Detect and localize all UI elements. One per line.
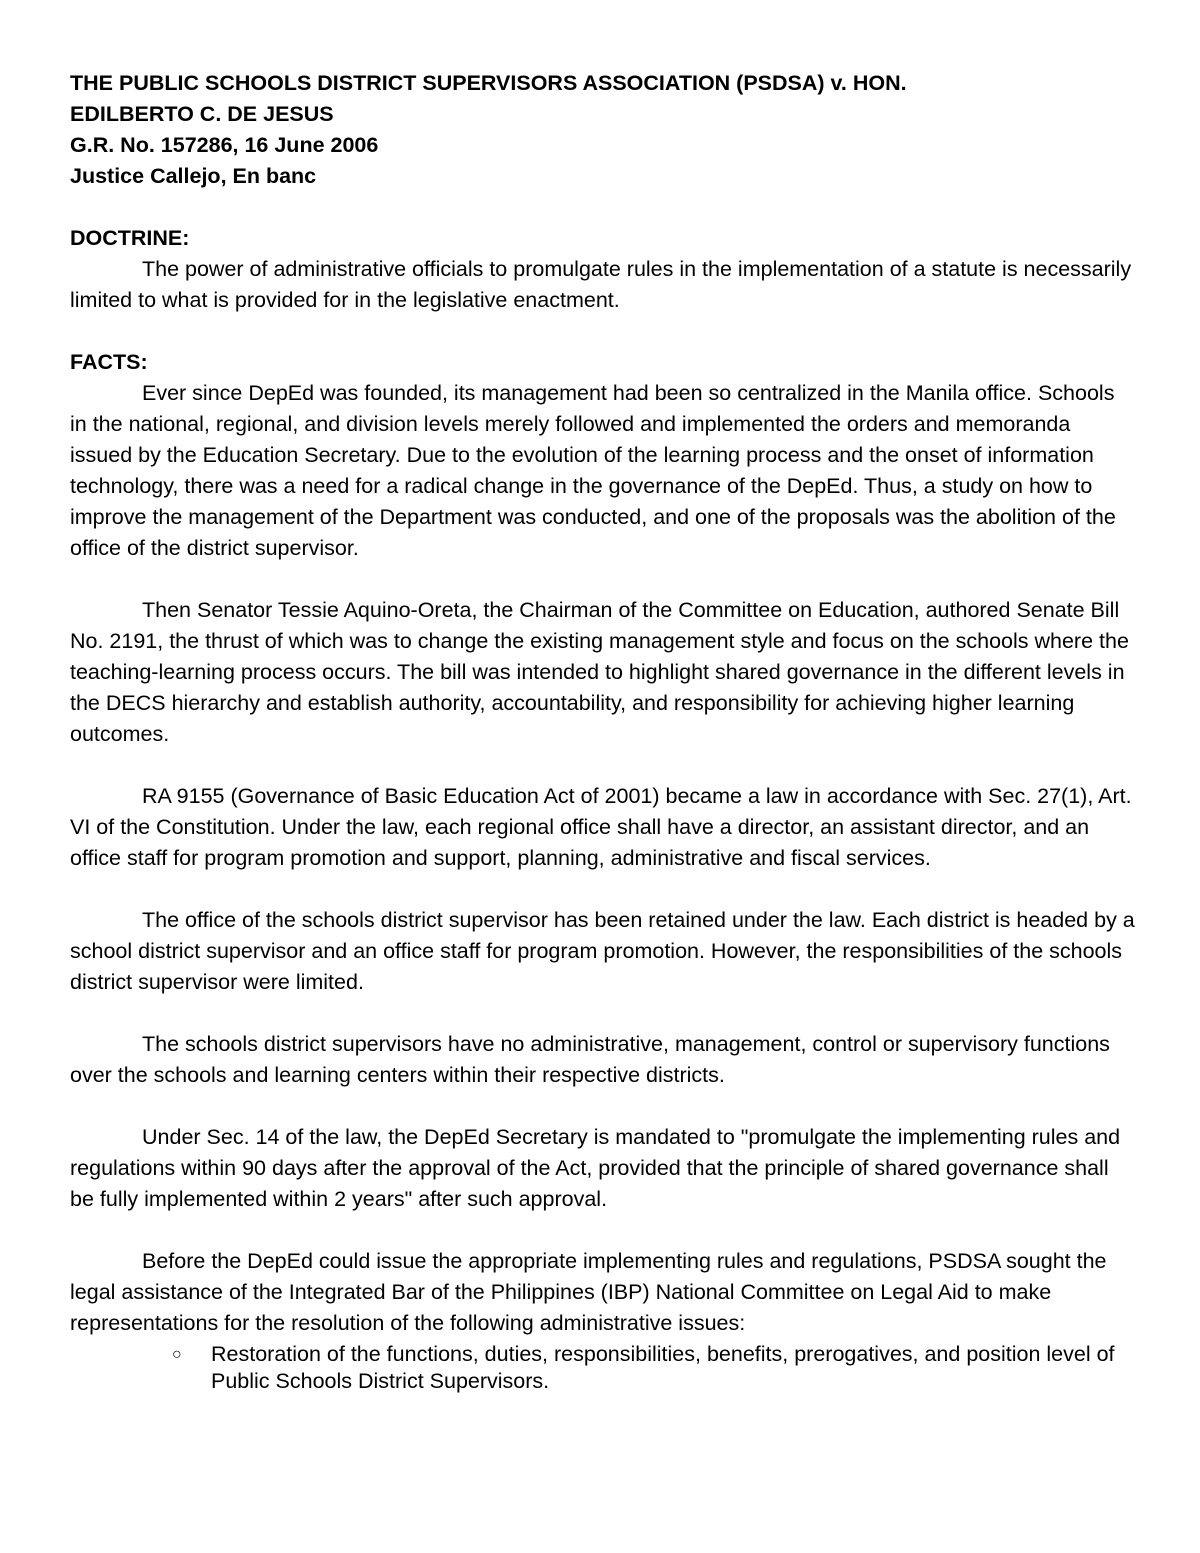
doctrine-section <box>70 223 1135 316</box>
spacer <box>70 874 1135 905</box>
case-number: G.R. No. 157286, 16 June 2006 <box>70 133 379 157</box>
list-item-text: Restoration of the functions, duties, responsibilities, benefits, prerogatives, and position level of Public Schools District Supervisors. <box>211 1342 1115 1393</box>
case-title-line-2: EDILBERTO C. DE JESUS <box>70 102 334 126</box>
facts-paragraph: RA 9155 (Governance of Basic Education Act of 2001) became a law in accordance with Sec. 27(1), Art. VI of the Constitution. Under the law, each regional office shall have a director, an assistant director, and an office staff for program promotion and support, planning, administrative and fiscal services. <box>70 784 1132 870</box>
list-item <box>172 1339 1135 1395</box>
hollow-circle-bullet-icon: ○ <box>172 1346 182 1363</box>
spacer <box>70 1091 1135 1122</box>
issues-list <box>70 1339 1135 1395</box>
spacer <box>70 316 1135 347</box>
spacer <box>70 998 1135 1029</box>
case-ponente: Justice Callejo, En banc <box>70 164 317 188</box>
facts-paragraph: The schools district supervisors have no administrative, management, control or supervisory functions over the schools and learning centers within their respective districts. <box>70 1032 1110 1087</box>
facts-section <box>70 347 1135 1395</box>
facts-paragraph: Before the DepEd could issue the appropriate implementing rules and regulations, PSDSA sought the legal assistance of the Integrated Bar of the Philippines (IBP) National Committee on Legal Aid to make representations for the resolution of the following administrative issues: <box>70 1249 1107 1335</box>
spacer <box>70 564 1135 595</box>
spacer <box>70 750 1135 781</box>
spacer <box>70 192 1135 223</box>
spacer <box>70 1215 1135 1246</box>
case-header <box>70 68 1135 192</box>
doctrine-heading: DOCTRINE: <box>70 226 190 250</box>
doctrine-text: The power of administrative officials to promulgate rules in the implementation of a statute is necessarily limited to what is provided for in the legislative enactment. <box>70 257 1132 312</box>
case-title-line-1: THE PUBLIC SCHOOLS DISTRICT SUPERVISORS ASSOCIATION (PSDSA) v. HON. <box>70 71 907 95</box>
facts-paragraph: Ever since DepEd was founded, its management had been so centralized in the Manila office. Schools in the national, regional, and division levels merely followed and implemented the orders and memoranda issued by the Education Secretary. Due to the evolution of the learning process and the onset of information technology, there was a need for a radical change in the governance of the DepEd. Thus, a study on how to improve the management of the Department was conducted, and one of the proposals was the abolition of the office of the district supervisor. <box>70 381 1116 560</box>
document-page <box>70 68 1135 1395</box>
facts-paragraph: Under Sec. 14 of the law, the DepEd Secretary is mandated to "promulgate the implementing rules and regulations within 90 days after the approval of the Act, provided that the principle of shared governance shall be fully implemented within 2 years" after such approval. <box>70 1125 1121 1211</box>
facts-paragraph: Then Senator Tessie Aquino-Oreta, the Chairman of the Committee on Education, authored Senate Bill No. 2191, the thrust of which was to change the existing management style and focus on the schools where the teaching-learning process occurs. The bill was intended to highlight shared governance in the different levels in the DECS hierarchy and establish authority, accountability, and responsibility for achieving higher learning outcomes. <box>70 598 1129 746</box>
facts-heading: FACTS: <box>70 350 148 374</box>
facts-paragraph: The office of the schools district supervisor has been retained under the law. Each district is headed by a school district supervisor and an office staff for program promotion. However, the responsibilities of the schools district supervisor were limited. <box>70 908 1135 994</box>
